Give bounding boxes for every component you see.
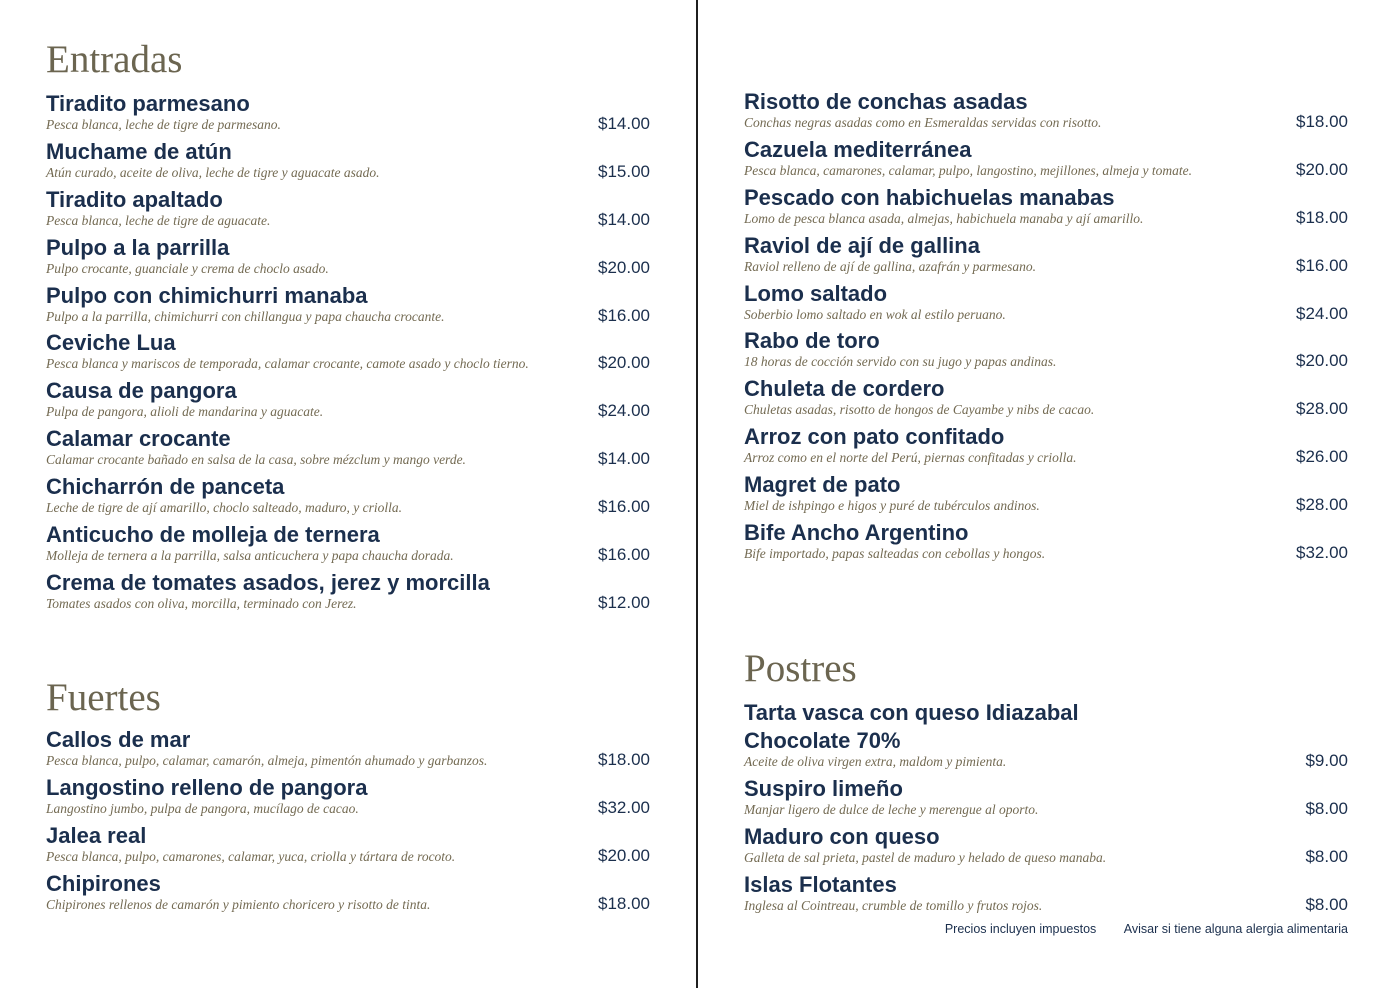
item-price: $28.00 <box>1296 399 1348 419</box>
item-name: Tiradito apaltado <box>46 186 223 212</box>
menu-item <box>744 282 1348 330</box>
item-name: Chicharrón de panceta <box>46 474 285 500</box>
item-price: $32.00 <box>1296 543 1348 563</box>
menu-item <box>46 824 650 872</box>
item-name: Maduro con queso <box>744 823 940 849</box>
item-description: Inglesa al Cointreau, crumble de tomillo y frutos rojos. <box>744 897 1043 913</box>
item-price: $9.00 <box>1305 751 1348 770</box>
item-price: $20.00 <box>598 845 650 865</box>
item-name: Cazuela mediterránea <box>744 136 972 162</box>
taxes-note: Precios incluyen impuestos <box>944 922 1097 936</box>
menu-item <box>46 284 650 332</box>
item-price: $18.00 <box>598 750 650 769</box>
item-name: Suspiro limeño <box>744 775 903 801</box>
item-price: $20.00 <box>1296 159 1348 179</box>
item-description: Pulpo crocante, guanciale y crema de choclo asado. <box>46 260 329 276</box>
item-price: $14.00 <box>598 114 650 133</box>
item-price: $24.00 <box>1296 303 1348 323</box>
item-description: Calamar crocante bañado en salsa de la casa, sobre mézclum y mango verde. <box>46 452 466 468</box>
postres-list <box>744 701 1348 921</box>
menu-item <box>46 872 650 920</box>
item-price: $18.00 <box>598 893 650 913</box>
item-name: Magret de pato <box>744 472 901 498</box>
item-price: $18.00 <box>1296 207 1348 227</box>
menu-item <box>744 701 1348 729</box>
menu-item <box>46 776 650 824</box>
menu-item <box>46 188 650 236</box>
item-description: Pulpa de pangora, alioli de mandarina y aguacate. <box>46 404 324 420</box>
menu-item <box>46 140 650 188</box>
item-price: $26.00 <box>1296 447 1348 467</box>
item-name: Lomo saltado <box>744 280 888 306</box>
menu-item <box>46 427 650 475</box>
menu-item <box>744 90 1348 138</box>
item-name: Anticucho de molleja de ternera <box>46 522 380 548</box>
item-name: Risotto de conchas asadas <box>744 89 1028 114</box>
menu-item <box>744 138 1348 186</box>
item-price: $8.00 <box>1305 798 1348 818</box>
item-price: $12.00 <box>598 592 650 612</box>
menu-item <box>46 379 650 427</box>
item-description: Langostino jumbo, pulpa de pangora, mucílago de cacao. <box>46 800 359 816</box>
item-description: Bife importado, papas salteadas con cebollas y hongos. <box>744 546 1046 562</box>
item-price: $16.00 <box>598 305 650 325</box>
item-name: Pulpo con chimichurri manaba <box>46 282 368 308</box>
postres-items <box>744 729 1348 921</box>
item-price: $15.00 <box>598 161 650 181</box>
menu-item <box>744 729 1348 777</box>
item-price: $16.00 <box>598 545 650 565</box>
item-price: $16.00 <box>1296 255 1348 275</box>
footer-notes <box>921 922 1348 936</box>
item-name: Islas Flotantes <box>744 871 897 897</box>
menu-item <box>744 777 1348 825</box>
menu-item <box>46 571 650 619</box>
item-price: $14.00 <box>598 449 650 469</box>
item-price: $16.00 <box>598 497 650 517</box>
item-description: Chipirones rellenos de camarón y pimiento choricero y risotto de tinta. <box>46 896 431 912</box>
section-title-entradas: Entradas <box>46 38 183 81</box>
fuertes-list <box>46 728 650 920</box>
item-price: $14.00 <box>598 209 650 229</box>
menu-item <box>46 331 650 379</box>
item-name: Ceviche Lua <box>46 330 176 356</box>
item-name: Causa de pangora <box>46 378 237 404</box>
item-description: Raviol relleno de ají de gallina, azafrán y parmesano. <box>744 258 1036 274</box>
item-price: $20.00 <box>598 353 650 373</box>
item-price: $20.00 <box>1296 351 1348 371</box>
item-name: Rabo de toro <box>744 328 880 354</box>
item-price: $32.00 <box>598 797 650 817</box>
item-description: Atún curado, aceite de oliva, leche de tigre y aguacate asado. <box>46 164 380 180</box>
item-name: Tarta vasca con queso Idiazabal <box>744 700 1079 725</box>
item-description: Pesca blanca y mariscos de temporada, calamar crocante, camote asado y choclo tierno. <box>46 356 529 372</box>
menu-item <box>744 825 1348 873</box>
item-price: $18.00 <box>1296 112 1348 131</box>
menu-item <box>46 92 650 140</box>
menu-item <box>744 186 1348 234</box>
item-name: Bife Ancho Argentino <box>744 520 969 546</box>
item-description: Conchas negras asadas como en Esmeraldas servidas con risotto. <box>744 115 1102 130</box>
menu-item <box>46 475 650 523</box>
item-name: Chocolate 70% <box>744 728 901 753</box>
page-divider <box>696 0 698 988</box>
item-description: Galleta de sal prieta, pastel de maduro y helado de queso manaba. <box>744 849 1107 865</box>
section-title-postres: Postres <box>744 647 857 690</box>
item-price: $8.00 <box>1305 846 1348 866</box>
item-name: Crema de tomates asados, jerez y morcilla <box>46 569 490 595</box>
menu-item <box>46 236 650 284</box>
allergy-note: Avisar si tiene alguna alergia alimentaria <box>1123 922 1348 936</box>
item-description: Pesca blanca, pulpo, calamar, camarón, almeja, pimentón ahumado y garbanzos. <box>46 753 488 768</box>
item-description: Tomates asados con oliva, morcilla, terminado con Jerez. <box>46 595 357 611</box>
menu-item <box>744 329 1348 377</box>
item-name: Jalea real <box>46 822 147 848</box>
menu-item <box>744 873 1348 921</box>
item-name: Langostino relleno de pangora <box>46 774 368 800</box>
item-description: Miel de ishpingo e higos y puré de tubérculos andinos. <box>744 498 1040 514</box>
item-description: 18 horas de cocción servido con su jugo y papas andinas. <box>744 354 1057 370</box>
menu-item <box>46 523 650 571</box>
item-price: $20.00 <box>598 257 650 277</box>
item-description: Arroz como en el norte del Perú, piernas confitadas y criolla. <box>744 450 1077 466</box>
item-description: Soberbio lomo saltado en wok al estilo peruano. <box>744 306 1006 322</box>
item-description: Pesca blanca, leche de tigre de parmesano. <box>46 117 281 132</box>
menu-item <box>744 234 1348 282</box>
item-name: Callos de mar <box>46 727 191 752</box>
menu-item <box>744 521 1348 569</box>
item-price: $28.00 <box>1296 495 1348 515</box>
item-description: Pesca blanca, leche de tigre de aguacate. <box>46 212 271 228</box>
item-name: Chuleta de cordero <box>744 376 945 402</box>
item-description: Chuletas asadas, risotto de hongos de Cayambe y nibs de cacao. <box>744 402 1095 418</box>
item-description: Manjar ligero de dulce de leche y merengue al oporto. <box>744 801 1039 817</box>
item-description: Pulpo a la parrilla, chimichurri con chillangua y papa chaucha crocante. <box>46 308 445 324</box>
item-name: Chipirones <box>46 870 161 896</box>
item-name: Calamar crocante <box>46 426 231 452</box>
item-description: Lomo de pesca blanca asada, almejas, habichuela manaba y ají amarillo. <box>744 210 1144 226</box>
item-description: Molleja de ternera a la parrilla, salsa anticuchera y papa chaucha dorada. <box>46 548 454 564</box>
item-price: $8.00 <box>1305 894 1348 914</box>
item-name: Pescado con habichuelas manabas <box>744 184 1115 210</box>
item-name: Arroz con pato confitado <box>744 424 1005 450</box>
item-name: Pulpo a la parrilla <box>46 234 230 260</box>
menu-item <box>744 473 1348 521</box>
item-description: Leche de tigre de ají amarillo, choclo salteado, maduro, y criolla. <box>46 500 402 516</box>
entradas-list <box>46 92 650 619</box>
item-name: Tiradito parmesano <box>46 91 250 116</box>
item-name: Muchame de atún <box>46 138 232 164</box>
item-description: Pesca blanca, pulpo, camarones, calamar, yuca, criolla y tártara de rocoto. <box>46 848 456 864</box>
fuertes-continued-list <box>744 90 1348 569</box>
item-description: Pesca blanca, camarones, calamar, pulpo, langostino, mejillones, almeja y tomate. <box>744 162 1192 178</box>
menu-item <box>46 728 650 776</box>
section-title-fuertes: Fuertes <box>46 676 161 719</box>
item-name: Raviol de ají de gallina <box>744 232 980 258</box>
item-price: $24.00 <box>598 401 650 421</box>
menu-item <box>744 425 1348 473</box>
menu-item <box>744 377 1348 425</box>
item-description: Aceite de oliva virgen extra, maldom y pimienta. <box>744 754 1007 769</box>
